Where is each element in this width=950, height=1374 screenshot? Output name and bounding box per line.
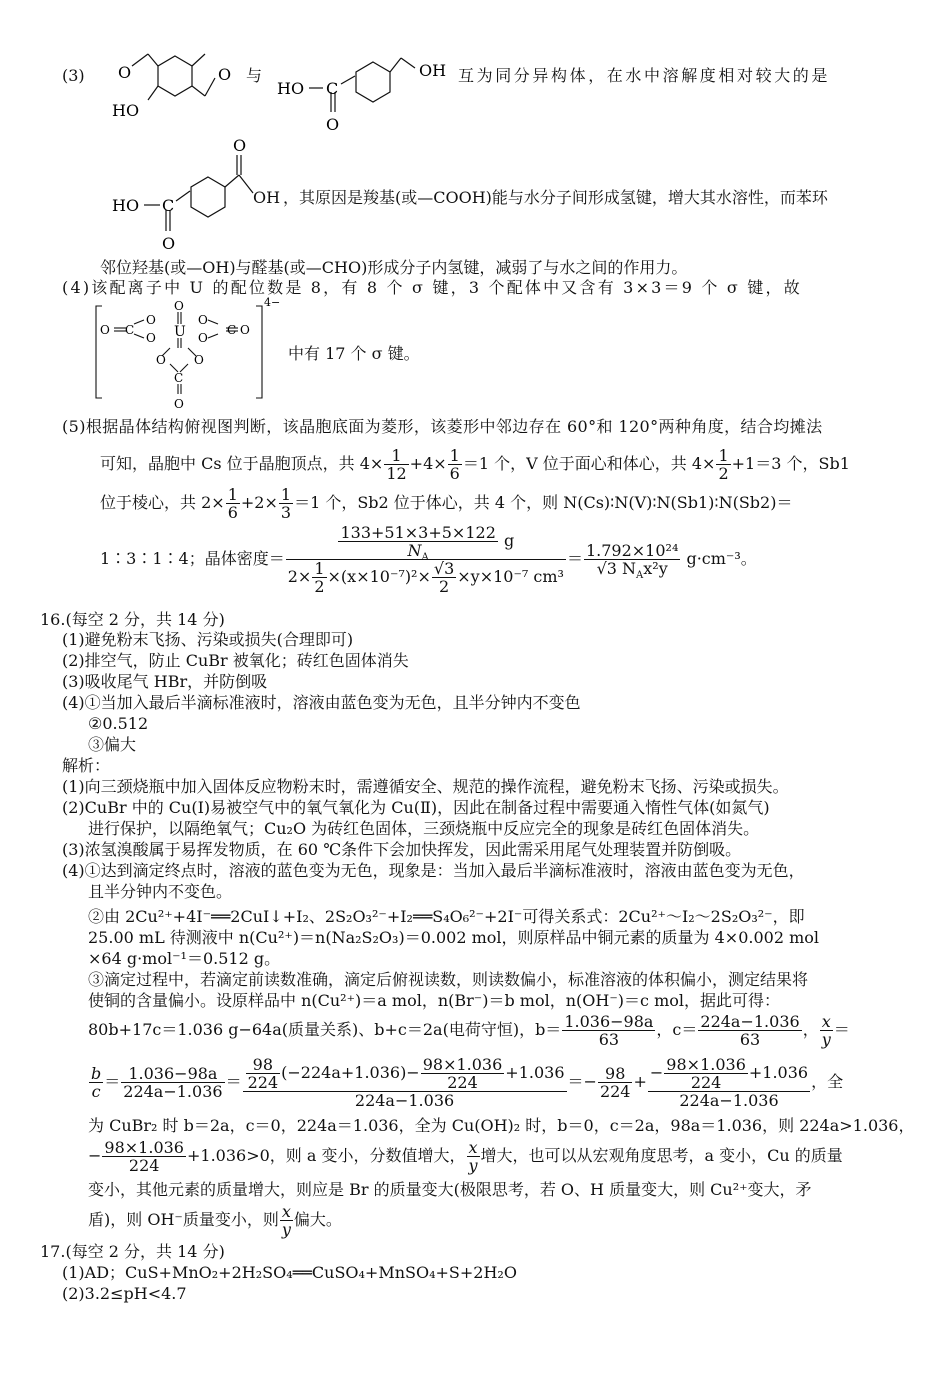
- q15-4-line1: (4)该配离子中 U 的配位数是 8，有 8 个 σ 键，3 个配体中又含有 3×3＝9 个 σ 键，故: [62, 278, 802, 297]
- q15-5-line2: 可知，晶胞中 Cs 位于晶胞顶点，共 4× $\frac{1}{12}$ +4× $\frac{1}{6}$ ＝1 个，V 位于面心和体心，共 4× $\frac{1}{2}$ +1＝3 个，Sb1: [100, 446, 850, 483]
- svg-text:O: O: [198, 331, 208, 345]
- q16-explain-3: (3)浓氢溴酸属于易挥发物质，在 60 ℃条件下会加快挥发，因此需采用尾气处理装置并防倒吸。: [62, 840, 742, 859]
- svg-text:O: O: [146, 313, 156, 327]
- svg-text:C: C: [174, 371, 184, 385]
- q16-explain-4d: 25.00 mL 待测液中 n(Cu²⁺)＝n(Na₂S₂O₃)＝0.002 mol，则原样品中铜元素的质量为 4×0.002 mol: [88, 928, 820, 947]
- q16-math-line1: 80b+17c＝1.036 g−64a(质量关系)、b+c＝2a(电荷守恒)，b＝ $\frac{1.036-98a}{63}$ ，c＝ $\frac{224a-1.036}{63}$ ， $\frac{x}{y}$ ＝: [88, 1012, 850, 1049]
- q16-math-line2: $\frac{b}{c}$ ＝ $\frac{1.036-98a}{224a-1.036}$ ＝ $\frac{98}{224}$ (−224a+1.036)− $\frac{98\times 1.036}{224}$ +1.036 224a−1.036 ＝− $\frac{98}{224}$ + − $\frac{98\times 1.036}{224}$ +1.036 224a−1.036 ，全: [91, 1055, 844, 1110]
- q16-explain-4e: ×64 g·mol⁻¹＝0.512 g。: [88, 949, 281, 968]
- q16-answer-1: (1)避免粉末飞扬、污染或损失(合理即可): [62, 630, 354, 649]
- atom-u: U: [174, 324, 186, 340]
- q16-answer-3: (3)吸收尾气 HBr，并防倒吸: [62, 672, 268, 691]
- q17-header: 17.(每空 2 分，共 14 分): [40, 1242, 225, 1261]
- structure-hydroxy-dialdehyde: [110, 36, 240, 126]
- q17-answer-1: (1)AD；CuS+MnO₂+2H₂SO₄══CuSO₄+MnSO₄+S+2H₂O: [62, 1263, 517, 1282]
- svg-text:O: O: [218, 65, 232, 84]
- svg-text:O: O: [198, 313, 208, 327]
- structure-uranyl-carbonate-complex: [94, 298, 284, 410]
- q16-explain-4c: ②由 2Cu²⁺+4I⁻══2CuI↓+I₂、2S₂O₃²⁻+I₂══S₄O₆²⁻+2I⁻可得关系式：2Cu²⁺～I₂～2S₂O₃²⁻，即: [88, 907, 805, 926]
- svg-text:O: O: [194, 353, 204, 367]
- q16-analysis-label: 解析：: [62, 756, 111, 775]
- q16-math-line5: 变小，其他元素的质量增大，则应是 Br 的质量变大(极限思考，若 O、H 质量变大，则 Cu²⁺变大，矛: [88, 1180, 812, 1199]
- q16-explain-2b: 进行保护，以隔绝氧气；Cu₂O 为砖红色固体，三颈烧瓶中反应完全的现象是砖红色固体消失。: [88, 819, 760, 838]
- q15-3-text1: 互为同分异构体，在水中溶解度相对较大的是: [458, 66, 831, 85]
- conjunction-yu: 与: [246, 66, 263, 85]
- svg-text:O: O: [146, 331, 156, 345]
- complex-charge: 4−: [264, 296, 281, 309]
- svg-text:OH: OH: [419, 61, 447, 80]
- svg-text:O: O: [240, 323, 250, 337]
- q16-explain-4a: (4)①达到滴定终点时，溶液的蓝色变为无色，现象是：当加入最后半滴标准液时，溶液由蓝色变为无色，: [62, 861, 805, 880]
- q16-math-line6: 盾)，则 OH⁻质量变小，则 $\frac{x}{y}$ 偏大。: [88, 1202, 342, 1239]
- atom-oh-terephthalic: OH: [253, 188, 281, 207]
- atom-o: O: [118, 63, 132, 82]
- q16-explain-1: (1)向三颈烧瓶中加入固体反应物粉末时，需遵循安全、规范的操作流程，避免粉末飞扬、污染或损失。: [62, 777, 789, 796]
- svg-text:O: O: [162, 234, 176, 253]
- svg-text:O: O: [326, 115, 340, 134]
- svg-text:O: O: [174, 299, 184, 313]
- q16-answer-2: (2)排空气，防止 CuBr 被氧化；砖红色固体消失: [62, 651, 409, 670]
- q16-math-line4: − $\frac{98\times 1.036}{224}$ +1.036>0，则 a 变小，分数值增大， $\frac{x}{y}$ 增大，也可以从宏观角度思考，a 变小，Cu 的质量: [88, 1138, 843, 1175]
- q16-math-line3: 为 CuBr₂ 时 b＝2a，c＝0，224a＝1.036，全为 Cu(OH)₂ 时，b＝0，c＝2a，98a＝1.036，则 224a>1.036，: [88, 1116, 915, 1135]
- q15-5-line1: (5)根据晶体结构俯视图判断，该晶胞底面为菱形，该菱形中邻边存在 60°和 120°两种角度，结合均摊法: [62, 417, 823, 436]
- q17-answer-2: (2)3.2≤pH<4.7: [62, 1284, 187, 1303]
- structure-hydroxymethyl-benzoic-acid: [275, 42, 455, 137]
- q15-3-text3: 邻位羟基(或—OH)与醛基(或—CHO)形成分子内氢键，减弱了与水之间的作用力。: [100, 258, 688, 277]
- svg-text:HO: HO: [112, 101, 140, 120]
- svg-text:HO: HO: [112, 196, 140, 215]
- svg-text:C: C: [227, 323, 237, 337]
- svg-text:O: O: [233, 136, 247, 155]
- svg-text:C: C: [326, 79, 339, 98]
- svg-text:O: O: [156, 353, 166, 367]
- q16-header: 16.(每空 2 分，共 14 分): [40, 610, 225, 629]
- q15-3-number: (3): [62, 66, 85, 85]
- svg-text:C: C: [162, 196, 175, 215]
- svg-text:O: O: [174, 397, 184, 411]
- q16-explain-4g: 使铜的含量偏小。设原样品中 n(Cu²⁺)＝a mol，n(Br⁻)＝b mol，n(OH⁻)＝c mol，据此可得：: [88, 991, 780, 1010]
- svg-text:HO: HO: [277, 79, 305, 98]
- q16-explain-4f: ③滴定过程中，若滴定前读数准确，滴定后俯视读数，则读数偏小，标准溶液的体积偏小，测定结果将: [88, 970, 809, 989]
- svg-text:O: O: [100, 323, 110, 337]
- q15-5-density: 1∶3∶1∶4；晶体密度＝ $\frac{133+51\times 3+5\times 122}{N_A}$ g 2× $\frac{1}{2}$ ×(x×10⁻⁷)²× $\frac{√3}{2}$ ×y×10⁻⁷ cm³ ＝ 1.792×10²⁴ √3 $N_Ax^2y$ g·cm⁻³。: [100, 523, 757, 596]
- q16-explain-2a: (2)CuBr 中的 Cu(Ⅰ)易被空气中的氧气氧化为 Cu(Ⅱ)，因此在制备过程中需要通入惰性气体(如氮气): [62, 798, 770, 817]
- q16-answer-4-2: ②0.512: [88, 714, 149, 733]
- q15-4-line2: 中有 17 个 σ 键。: [288, 344, 420, 363]
- structure-terephthalic-acid: [108, 135, 273, 255]
- q15-5-line3: 位于棱心，共 2× $\frac{1}{6}$ +2× $\frac{1}{3}$ ＝1 个，Sb2 位于体心，共 4 个，则 N(Cs)∶N(V)∶N(Sb1)∶N(Sb2)＝: [100, 485, 793, 522]
- svg-text:C: C: [125, 323, 135, 337]
- q16-answer-4-1: (4)①当加入最后半滴标准液时，溶液由蓝色变为无色，且半分钟内不变色: [62, 693, 581, 712]
- q15-3-text2: ，其原因是羧基(或—COOH)能与水分子间形成氢键，增大其水溶性，而苯环: [283, 188, 828, 207]
- q16-answer-4-3: ③偏大: [88, 735, 137, 754]
- q16-explain-4b: 且半分钟内不变色。: [88, 882, 233, 901]
